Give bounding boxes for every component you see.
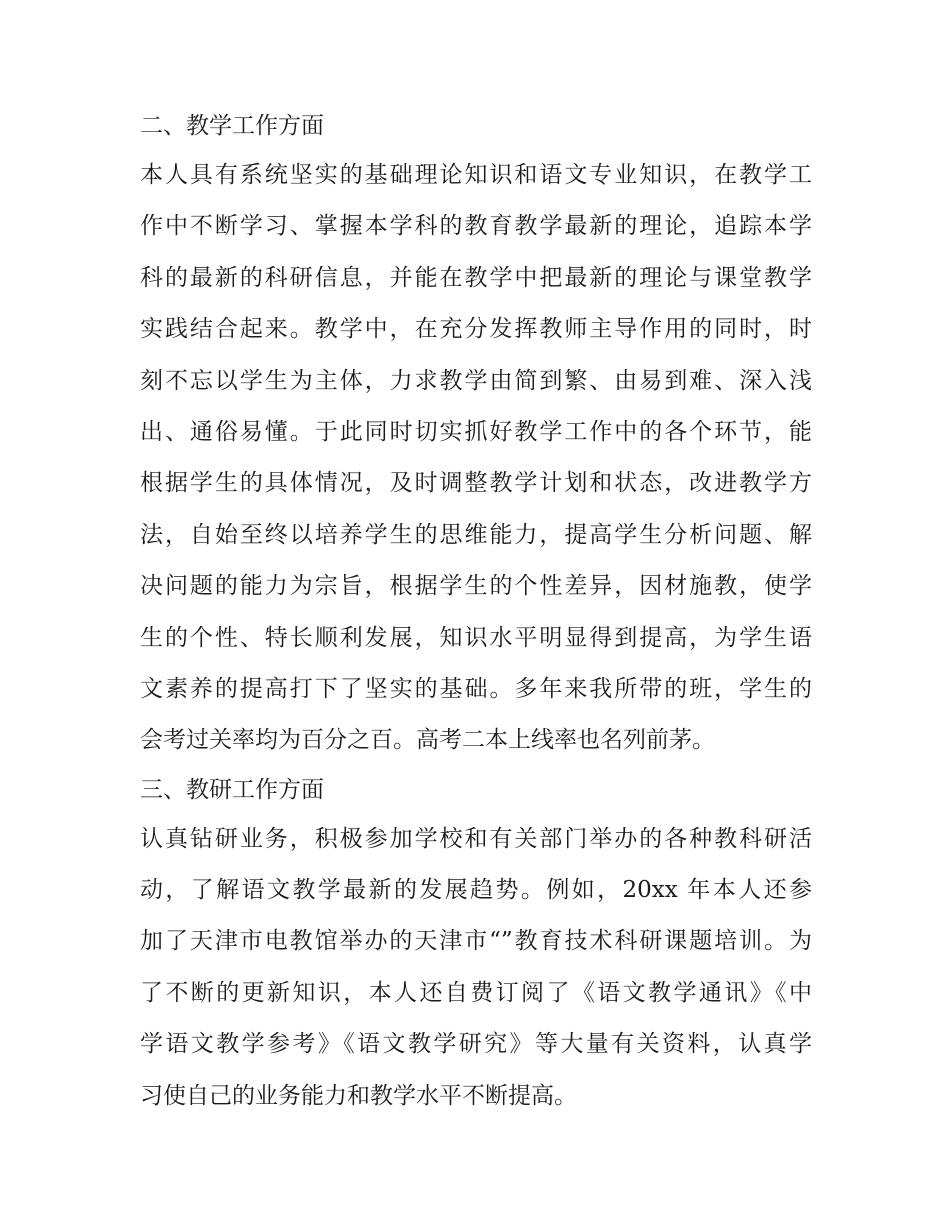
document-body bbox=[140, 103, 812, 1122]
paragraph-line: 刻不忘以学生为主体，力求教学由简到繁、由易到难、深入浅 bbox=[140, 367, 812, 394]
paragraph-line: 法，自始至终以培养学生的思维能力，提高学生分析问题、解 bbox=[140, 521, 812, 548]
section-heading-teaching: 二、教学工作方面 bbox=[140, 113, 324, 139]
paragraph-line: 认真钻研业务，积极参加学校和有关部门举办的各种教科研活 bbox=[140, 825, 812, 852]
paragraph-line: 实践结合起来。教学中，在充分发挥教师主导作用的同时，时 bbox=[140, 316, 812, 343]
paragraph-line: 出、通俗易懂。于此同时切实抓好教学工作中的各个环节，能 bbox=[140, 418, 812, 445]
paragraph-line: 文素养的提高打下了坚实的基础。多年来我所带的班，学生的 bbox=[140, 675, 812, 702]
paragraph-line: 了不断的更新知识，本人还自费订阅了《语文教学通讯》《中 bbox=[140, 979, 812, 1006]
paragraph-line: 根据学生的具体情况，及时调整教学计划和状态，改进教学方 bbox=[140, 470, 812, 497]
paragraph-line: 动，了解语文教学最新的发展趋势。例如，20xx 年本人还参 bbox=[140, 877, 812, 904]
paragraph-line: 作中不断学习、掌握本学科的教育教学最新的理论，追踪本学 bbox=[140, 213, 812, 240]
paragraph-line: 生的个性、特长顺利发展，知识水平明显得到提高，为学生语 bbox=[140, 624, 812, 651]
paragraph-line: 加了天津市电教馆举办的天津市“”教育技术科研课题培训。为 bbox=[140, 928, 812, 955]
section-heading-research: 三、教研工作方面 bbox=[140, 776, 324, 803]
paragraph-line: 决问题的能力为宗旨，根据学生的个性差异，因材施教，使学 bbox=[140, 573, 812, 600]
paragraph-line: 学语文教学参考》《语文教学研究》等大量有关资料，认真学 bbox=[140, 1031, 812, 1058]
paragraph-line-last: 习使自己的业务能力和教学水平不断提高。 bbox=[140, 1082, 577, 1109]
paragraph-line: 本人具有系统坚实的基础理论知识和语文专业知识，在教学工 bbox=[140, 162, 812, 188]
paragraph-line: 科的最新的科研信息，并能在教学中把最新的理论与课堂教学 bbox=[140, 264, 812, 291]
paragraph-line-last: 会考过关率均为百分之百。高考二本上线率也名列前茅。 bbox=[140, 727, 715, 754]
